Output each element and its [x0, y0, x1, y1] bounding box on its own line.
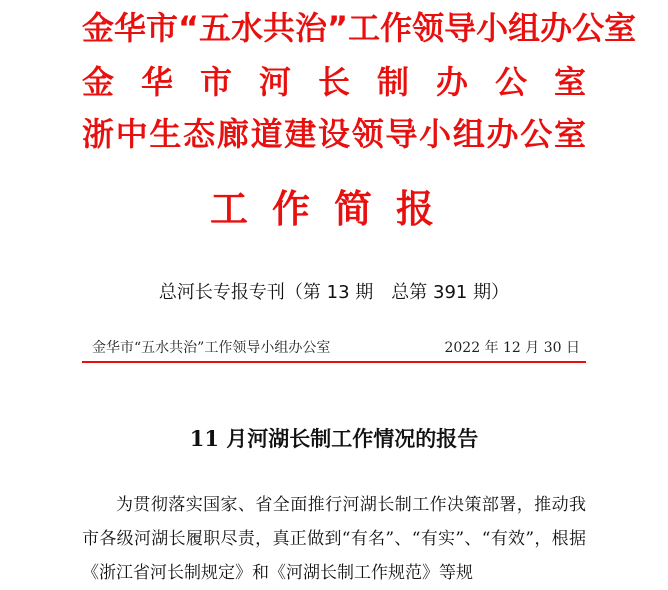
- report-paragraph: 为贯彻落实国家、省全面推行河湖长制工作决策部署，推动我市各级河湖长履职尽责，真正做到“有名”、“有实”、“有效”，根据《浙江省河长制规定》和《河湖长制工作规范》等规: [82, 495, 586, 583]
- header-office-eco-corridor: 浙中生态廊道建设领导小组办公室: [82, 115, 586, 153]
- brief-title: 工作简报: [209, 187, 458, 231]
- header-office-river-chief: 金华市河长制办公室: [82, 63, 586, 101]
- report-title: 11 月河湖长制工作情况的报告: [189, 426, 479, 451]
- red-divider: [82, 361, 586, 363]
- issue-number: 总河长专报专刊（第 13 期 总第 391 期）: [158, 282, 510, 303]
- header-office-five-waters: 金华市“五水共治”工作领导小组办公室: [82, 9, 637, 47]
- issuer-name: 金华市“五水共治”工作领导小组办公室: [92, 340, 331, 356]
- issue-date: 2022 年 12 月 30 日: [444, 340, 580, 356]
